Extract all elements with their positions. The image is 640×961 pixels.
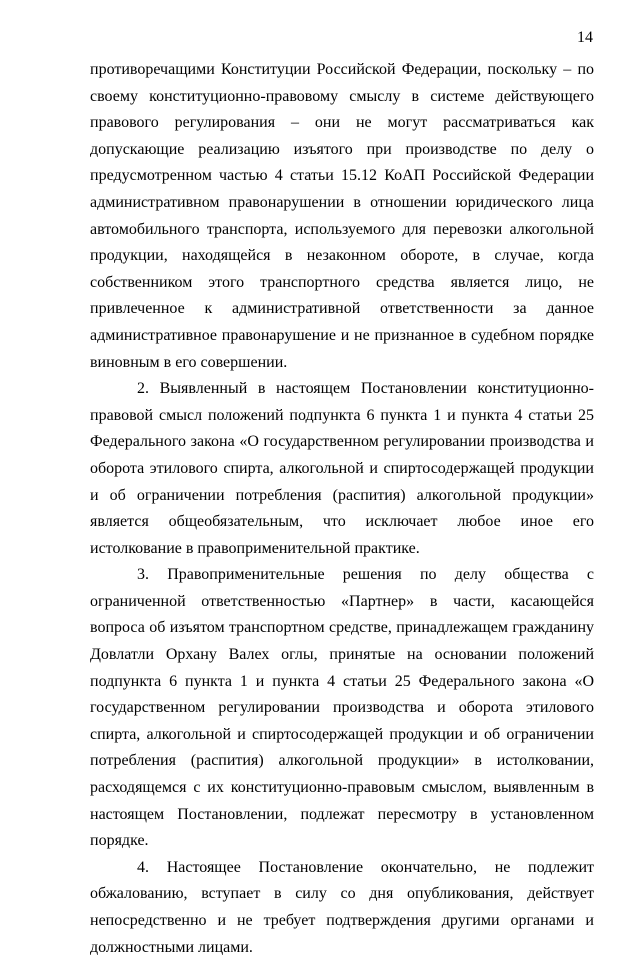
paragraph-item-4: 4. Настоящее Постановление окончательно, не подлежит обжалованию, вступает в силу со дня опубликования, действует непосредственно и не требует подтверждения другими органами и должностными лицами. [90,858,594,956]
paragraph-continuation: противоречащими Конституции Российской Федерации, поскольку – по своему конституционно-правовому смыслу в системе действующего правового регулирования – они не могут рассматриваться как допускающие реализацию изъятого при производстве по делу о предусмотренном частью 4 статьи 15.12 КоАП Российской Федерации административном правонарушении в отношении юридического лица автомобильного транспорта, используемого для перевозки алкогольной продукции, находящейся в незаконном обороте, в случае, когда собственником этого транспортного средства является лицо, не привлеченное к административной ответственности за данное административное правонарушение и не признанное в судебном порядке виновным в его совершении. [90,61,594,371]
paragraph-item-3: 3. Правоприменительные решения по делу общества с ограниченной ответственностью «Партнер» в части, касающейся вопроса об изъятом транспортном средстве, принадлежащем гражданину Довлатли Орхану Валех оглы, принятые на основании положений подпункта 6 пункта 1 и пункта 4 статьи 25 Федерального закона «О государственном регулировании производства и оборота этилового спирта, алкогольной и спиртосодержащей продукции и об ограничении потребления (распития) алкогольной продукции» в истолковании, расходящемся с их конституционно-правовым смыслом, выявленным в настоящем Постановлении, подлежат пересмотру в установленном порядке. [90,566,594,850]
paragraph-item-2: 2. Выявленный в настоящем Постановлении конституционно-правовой смысл положений подпункта 6 пункта 1 и пункта 4 статьи 25 Федерального закона «О государственном регулировании производства и оборота этилового спирта, алкогольной и спиртосодержащей продукции и об ограничении потребления (распития) алкогольной продукции» является общеобязательным, что исключает любое иное его истолкование в правоприменительной практике. [90,380,594,557]
page-number: 14 [577,29,593,46]
document-body [90,57,594,961]
